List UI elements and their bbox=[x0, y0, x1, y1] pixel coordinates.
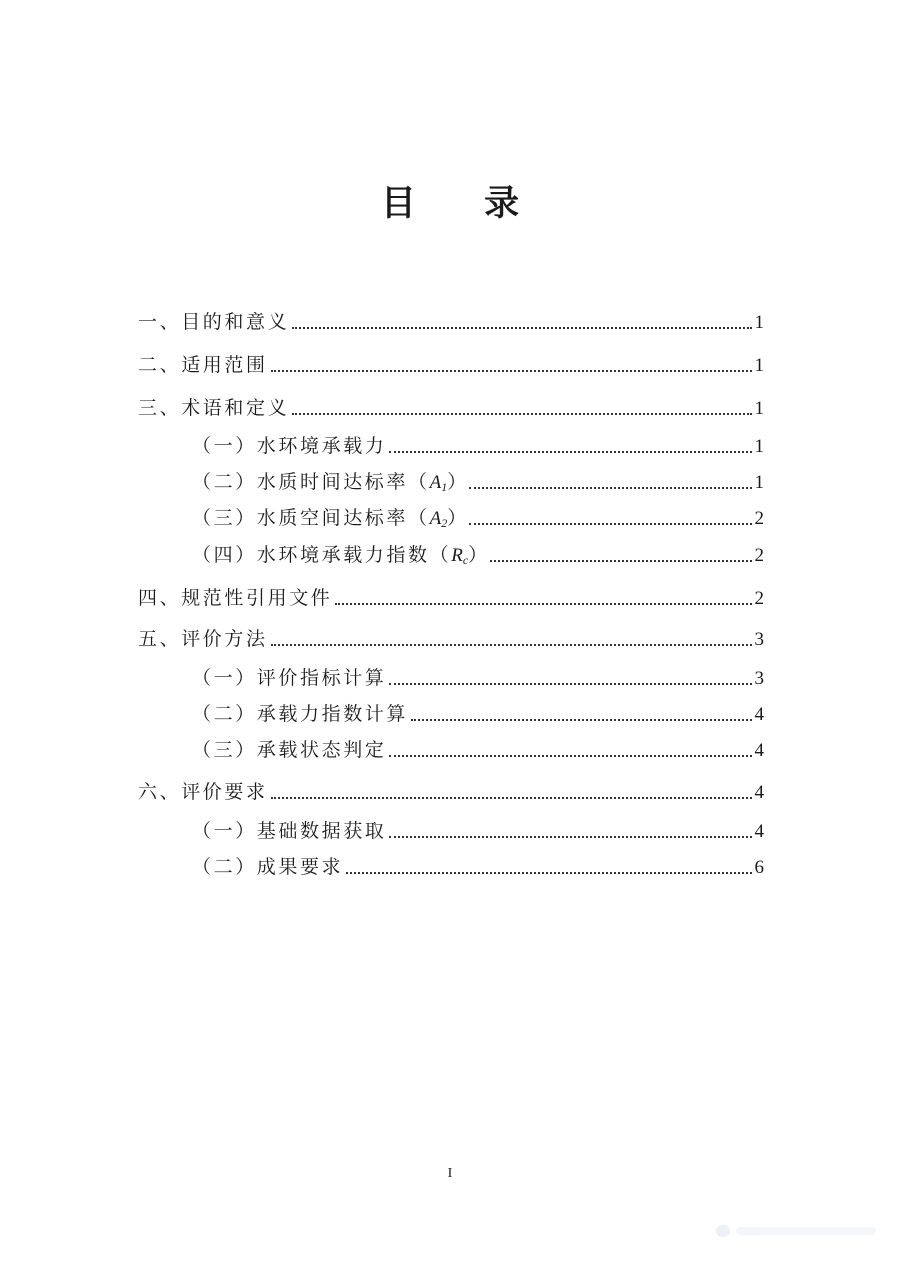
toc-leader-dots bbox=[389, 835, 752, 838]
toc-entry-symbol: $A_2$ bbox=[429, 508, 448, 530]
toc-leader-dots bbox=[389, 754, 752, 757]
toc-entry-page: 4 bbox=[754, 704, 764, 725]
toc-entry-text: （三）承载状态判定 bbox=[192, 739, 387, 761]
toc-entry-page: 2 bbox=[754, 588, 764, 609]
toc-entry-text: 五、评价方法 bbox=[138, 628, 268, 650]
toc-leader-dots bbox=[335, 602, 752, 605]
toc-entry[interactable] bbox=[192, 736, 764, 764]
toc-entry-page: 1 bbox=[754, 398, 764, 419]
toc-entry-close: ） bbox=[468, 544, 488, 566]
toc-entry-text: （四）水环境承载力指数（ bbox=[192, 544, 452, 566]
toc-entry-symbol: $A_1$ bbox=[429, 472, 448, 494]
toc-entry-text: （二）承载力指数计算 bbox=[192, 703, 409, 725]
toc-entry-page: 3 bbox=[754, 668, 764, 689]
watermark bbox=[716, 1222, 876, 1240]
watermark-text-blur bbox=[736, 1227, 876, 1235]
toc-entry-page: 2 bbox=[754, 508, 764, 529]
toc-leader-dots bbox=[411, 718, 752, 721]
toc-entry[interactable] bbox=[192, 700, 764, 728]
toc-entry-page: 1 bbox=[754, 472, 764, 493]
toc-leader-dots bbox=[490, 559, 752, 562]
toc-leader-dots bbox=[389, 450, 752, 453]
watermark-logo-icon bbox=[716, 1225, 730, 1237]
toc-entry-symbol: $R_c$ bbox=[451, 545, 469, 567]
toc-entry-text: 六、评价要求 bbox=[138, 781, 268, 803]
toc-entry[interactable] bbox=[138, 625, 764, 653]
toc-entry[interactable] bbox=[138, 308, 764, 336]
toc-leader-dots bbox=[292, 326, 752, 329]
toc-entry[interactable] bbox=[138, 394, 764, 422]
toc-entry-close: ） bbox=[447, 507, 467, 529]
toc-entry-page: 6 bbox=[754, 857, 764, 878]
page-number: I bbox=[447, 1166, 453, 1181]
toc-entry-text: （二）水质时间达标率（ bbox=[192, 471, 430, 493]
toc-entry[interactable] bbox=[192, 541, 764, 569]
toc-entry-page: 1 bbox=[754, 312, 764, 333]
toc-leader-dots bbox=[469, 486, 752, 489]
toc-entry-text: （二）成果要求 bbox=[192, 856, 344, 878]
toc-entry[interactable] bbox=[192, 664, 764, 692]
toc-entry-close: ） bbox=[447, 471, 467, 493]
toc-entry-page: 1 bbox=[754, 355, 764, 376]
toc-entry[interactable] bbox=[138, 584, 764, 612]
toc-leader-dots bbox=[292, 412, 752, 415]
toc-leader-dots bbox=[271, 369, 752, 372]
toc-entry[interactable] bbox=[192, 504, 764, 532]
toc-entry[interactable] bbox=[192, 468, 764, 496]
toc-entry-page: 2 bbox=[754, 545, 764, 566]
toc-entry-page: 4 bbox=[754, 740, 764, 761]
toc-leader-dots bbox=[469, 522, 752, 525]
toc-leader-dots bbox=[271, 796, 752, 799]
toc-entry-text: （三）水质空间达标率（ bbox=[192, 507, 430, 529]
toc-title: 目 录 bbox=[380, 184, 548, 224]
toc-leader-dots bbox=[389, 682, 752, 685]
toc-entry-text: （一）评价指标计算 bbox=[192, 667, 387, 689]
toc-entry-page: 1 bbox=[754, 436, 764, 457]
toc-entry-page: 3 bbox=[754, 629, 764, 650]
toc-entry-text: （一）水环境承载力 bbox=[192, 435, 387, 457]
toc-entry[interactable] bbox=[192, 817, 764, 845]
toc-entry-page: 4 bbox=[754, 782, 764, 803]
toc-entry-text: （一）基础数据获取 bbox=[192, 820, 387, 842]
toc-leader-dots bbox=[271, 643, 752, 646]
toc-entry-page: 4 bbox=[754, 821, 764, 842]
toc-entry-text: 四、规范性引用文件 bbox=[138, 587, 333, 609]
toc-entry[interactable] bbox=[138, 778, 764, 806]
toc-entry[interactable] bbox=[192, 432, 764, 460]
toc-entry-text: 一、目的和意义 bbox=[138, 311, 290, 333]
toc-entry[interactable] bbox=[138, 351, 764, 379]
toc-entry-text: 二、适用范围 bbox=[138, 354, 268, 376]
toc-leader-dots bbox=[346, 871, 752, 874]
toc-entry[interactable] bbox=[192, 853, 764, 881]
toc-entry-text: 三、术语和定义 bbox=[138, 397, 290, 419]
